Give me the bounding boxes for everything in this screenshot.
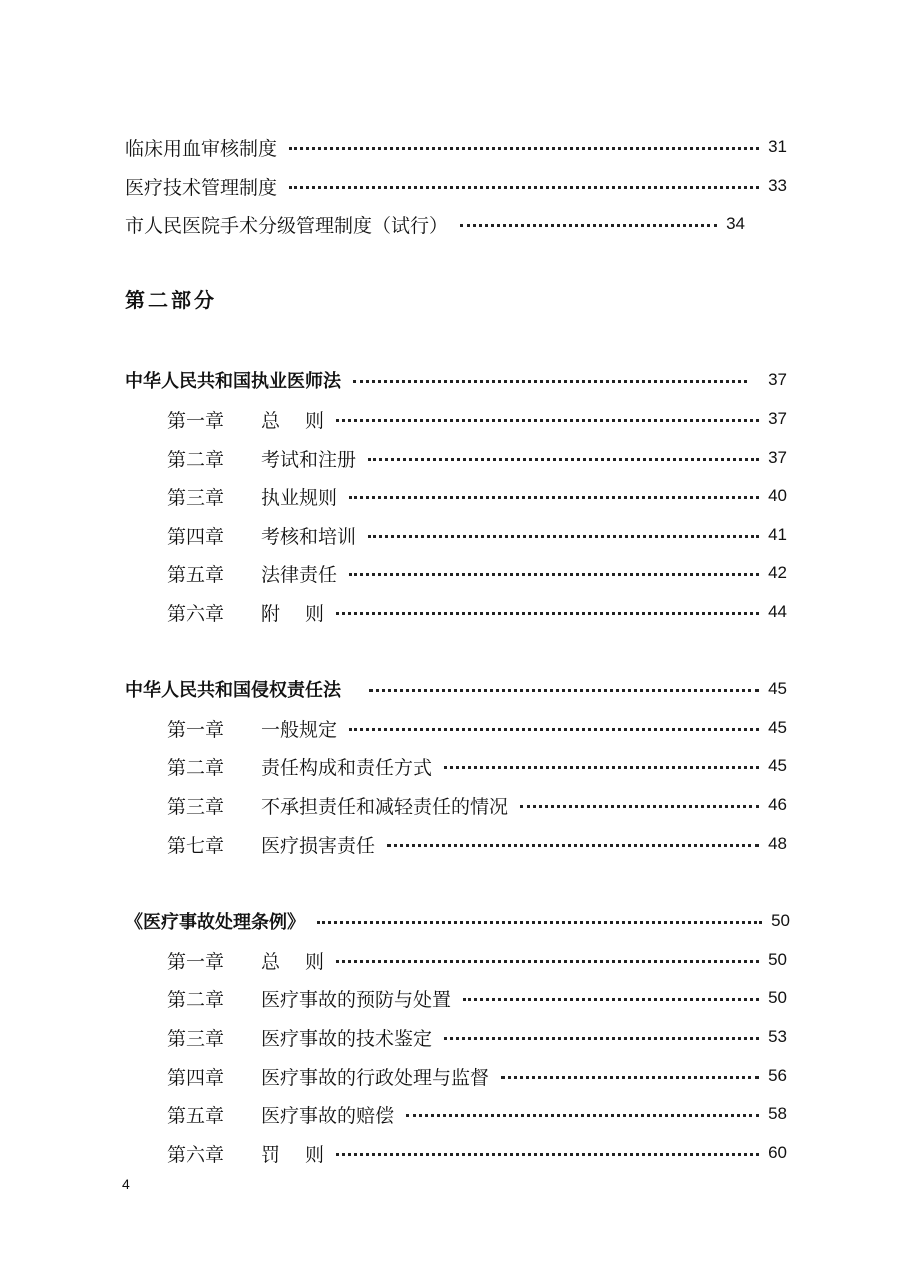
page-number: 4: [122, 1176, 130, 1192]
toc-entry[interactable]: [125, 132, 787, 162]
chapter-page: 44: [768, 602, 787, 621]
toc-chapter[interactable]: [167, 1061, 787, 1091]
leader-dots: [387, 844, 759, 847]
toc-entry-title: 市人民医院手术分级管理制度（试行）: [125, 214, 449, 237]
section-page: 45: [768, 679, 787, 698]
chapter-title: 不承担责任和减轻责任的情况: [261, 795, 509, 818]
section-title: 中华人民共和国侵权责任法: [125, 680, 341, 701]
chapter-number: 第七章: [167, 834, 225, 857]
toc-entry[interactable]: [125, 209, 745, 239]
section-page: 37: [768, 370, 787, 389]
toc-entry-page: 33: [768, 176, 787, 195]
chapter-title: 总 则: [261, 409, 325, 432]
chapter-page: 60: [768, 1143, 787, 1162]
chapter-number: 第五章: [167, 563, 225, 586]
chapter-number: 第三章: [167, 1027, 225, 1050]
chapter-page: 56: [768, 1066, 787, 1085]
chapter-number: 第六章: [167, 602, 225, 625]
leader-dots: [463, 998, 759, 1001]
chapter-title: 考核和培训: [261, 525, 357, 548]
toc-chapter[interactable]: [167, 520, 787, 550]
leader-dots: [369, 689, 759, 692]
toc-entry-page: 34: [726, 214, 745, 233]
part-heading: 第二部分: [125, 288, 217, 312]
toc-chapter[interactable]: [167, 983, 787, 1013]
toc-chapter[interactable]: [167, 481, 787, 511]
chapter-number: 第二章: [167, 756, 225, 779]
toc-entry-title: 医疗技术管理制度: [125, 176, 278, 199]
chapter-number: 第六章: [167, 1143, 225, 1166]
leader-dots: [406, 1114, 759, 1117]
chapter-title: 罚 则: [261, 1143, 325, 1166]
toc-section[interactable]: [125, 906, 790, 936]
chapter-page: 53: [768, 1027, 787, 1046]
toc-chapter[interactable]: [167, 1099, 787, 1129]
toc-chapter[interactable]: [167, 790, 787, 820]
leader-dots: [349, 728, 759, 731]
chapter-number: 第四章: [167, 1066, 225, 1089]
chapter-number: 第四章: [167, 525, 225, 548]
chapter-number: 第三章: [167, 795, 225, 818]
leader-dots: [336, 419, 759, 422]
toc-chapter[interactable]: [167, 1022, 787, 1052]
chapter-title: 医疗事故的预防与处置: [261, 988, 452, 1011]
chapter-number: 第三章: [167, 486, 225, 509]
chapter-number: 第一章: [167, 409, 225, 432]
toc-chapter[interactable]: [167, 597, 787, 627]
leader-dots: [317, 921, 762, 924]
chapter-page: 48: [768, 834, 787, 853]
section-page: 50: [771, 911, 790, 930]
leader-dots: [353, 380, 747, 383]
leader-dots: [349, 496, 759, 499]
chapter-page: 46: [768, 795, 787, 814]
leader-dots: [520, 805, 759, 808]
chapter-title: 责任构成和责任方式: [261, 756, 433, 779]
leader-dots: [368, 458, 759, 461]
leader-dots: [289, 147, 759, 150]
chapter-page: 45: [768, 756, 787, 775]
chapter-number: 第二章: [167, 448, 225, 471]
chapter-title: 医疗损害责任: [261, 834, 376, 857]
chapter-number: 第二章: [167, 988, 225, 1011]
chapter-page: 50: [768, 988, 787, 1007]
leader-dots: [444, 766, 759, 769]
toc-chapter[interactable]: [167, 945, 787, 975]
chapter-page: 41: [768, 525, 787, 544]
toc-chapter[interactable]: [167, 713, 787, 743]
leader-dots: [501, 1076, 759, 1079]
leader-dots: [444, 1037, 759, 1040]
chapter-title: 考试和注册: [261, 448, 357, 471]
toc-entry-title: 临床用血审核制度: [125, 137, 278, 160]
leader-dots: [460, 224, 717, 227]
toc-chapter[interactable]: [167, 558, 787, 588]
chapter-title: 一般规定: [261, 718, 338, 741]
chapter-page: 42: [768, 563, 787, 582]
toc-section[interactable]: [125, 674, 787, 704]
leader-dots: [349, 573, 759, 576]
toc-chapter[interactable]: [167, 443, 787, 473]
toc-chapter[interactable]: [167, 751, 787, 781]
chapter-title: 医疗事故的行政处理与监督: [261, 1066, 490, 1089]
leader-dots: [289, 186, 759, 189]
chapter-title: 法律责任: [261, 563, 338, 586]
chapter-page: 50: [768, 950, 787, 969]
chapter-number: 第一章: [167, 950, 225, 973]
chapter-page: 45: [768, 718, 787, 737]
chapter-page: 37: [768, 409, 787, 428]
toc-entry[interactable]: [125, 171, 787, 201]
section-title: 中华人民共和国执业医师法: [125, 371, 341, 392]
chapter-page: 58: [768, 1104, 787, 1123]
leader-dots: [368, 535, 759, 538]
chapter-number: 第一章: [167, 718, 225, 741]
chapter-page: 40: [768, 486, 787, 505]
leader-dots: [336, 1153, 759, 1156]
chapter-title: 医疗事故的技术鉴定: [261, 1027, 433, 1050]
toc-chapter[interactable]: [167, 829, 787, 859]
chapter-page: 37: [768, 448, 787, 467]
chapter-title: 总 则: [261, 950, 325, 973]
section-title: 《医疗事故处理条例》: [125, 912, 305, 933]
toc-chapter[interactable]: [167, 404, 787, 434]
leader-dots: [336, 960, 759, 963]
chapter-number: 第五章: [167, 1104, 225, 1127]
toc-chapter[interactable]: [167, 1138, 787, 1168]
leader-dots: [336, 612, 759, 615]
toc-section[interactable]: [125, 365, 787, 395]
chapter-title: 执业规则: [261, 486, 338, 509]
chapter-title: 医疗事故的赔偿: [261, 1104, 395, 1127]
toc-entry-page: 31: [768, 137, 787, 156]
chapter-title: 附 则: [261, 602, 325, 625]
